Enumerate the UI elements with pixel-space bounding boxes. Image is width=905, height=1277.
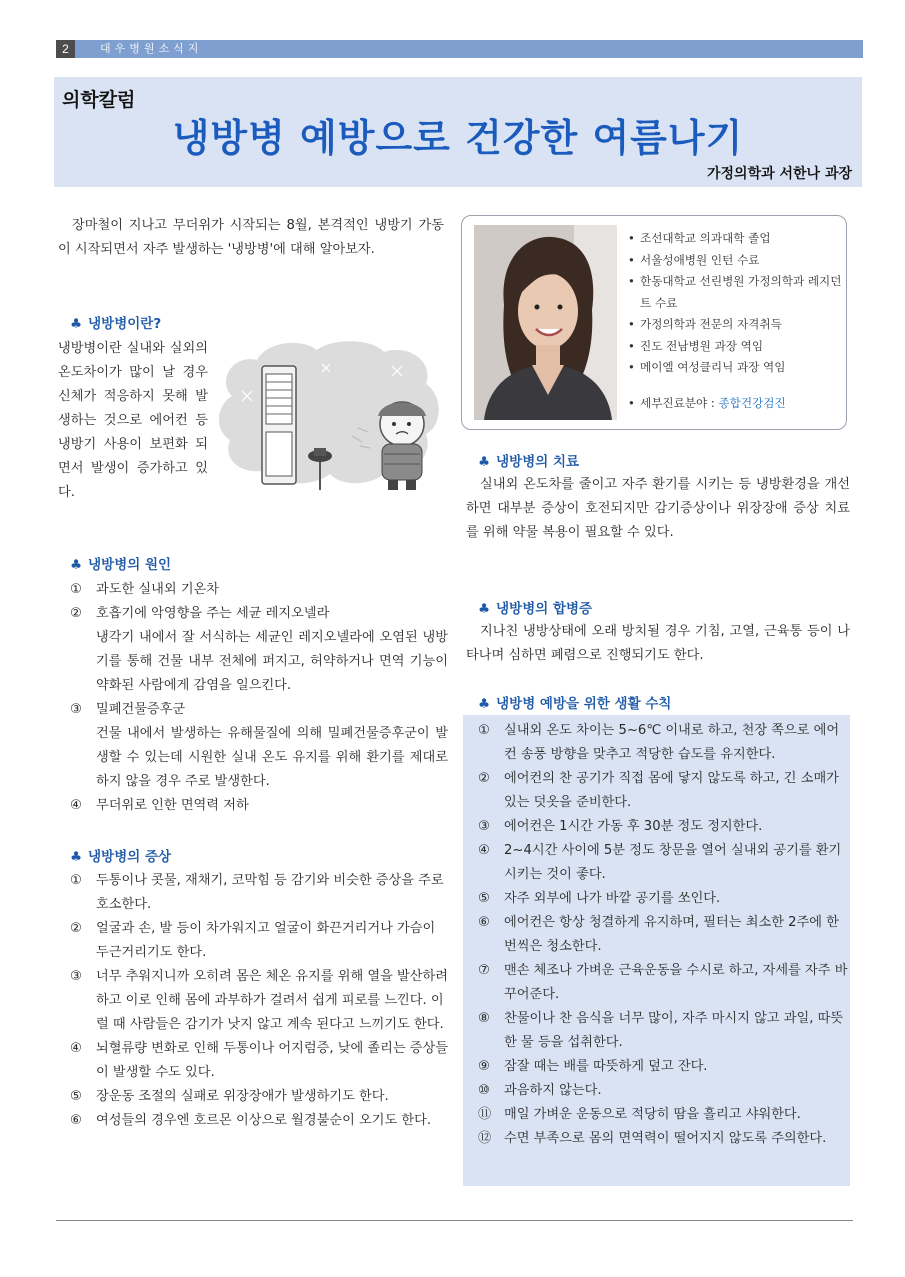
- list-item: ⑨ 잠잘 때는 배를 따뜻하게 덮고 잔다.: [478, 1059, 708, 1074]
- section-heading-causes: ♣ 냉방병의 원인: [70, 557, 172, 573]
- header-bar: [56, 40, 863, 58]
- list-item: ③ 밀폐건물증후군 건물 내에서 발생하는 유해물질에 의해 밀폐건물증후군이 발생할 수 있는데 시원한 실내 온도 유지를 위해 환기를 제대로 하지 않을 경우 주로 발생한다.: [70, 702, 448, 789]
- list-item: ④ 뇌혈류량 변화로 인해 두통이나 어지럼증, 낮에 졸리는 증상들이 발생할 수도 있다.: [70, 1041, 449, 1080]
- list-item: ④ 무더위로 인한 면역력 저하: [70, 798, 249, 813]
- credential-item: • 한동대학교 선린병원 가정의학과 레지던트 수료: [628, 271, 843, 314]
- author-photo: [474, 225, 617, 420]
- list-item: ① 과도한 실내외 기온차: [70, 582, 220, 597]
- newsletter-title: 대우병원소식지: [100, 42, 203, 55]
- complications-paragraph: 지나친 냉방상태에 오래 방치될 경우 기침, 고열, 근육통 등이 나타나며 심하면 폐렴으로 진행되기도 한다.: [466, 624, 850, 663]
- definition-paragraph: 냉방병이란 실내와 실외의 온도차이가 많이 날 경우 신체가 적응하지 못해 발생하는 것으로 에어컨 등 냉방기 사용이 보편화 되면서 발생이 증가하고 있다.: [58, 341, 208, 500]
- author-byline: 가정의학과 서한나 과장: [707, 166, 852, 182]
- footer-rule: [56, 1220, 853, 1221]
- section-heading-treatment: ♣ 냉방병의 치료: [478, 454, 580, 470]
- title-box: [54, 77, 862, 187]
- column-category: 의학칼럼: [62, 89, 136, 111]
- credential-item: • 가정의학과 전문의 자격취득: [628, 314, 843, 336]
- causes-list: [70, 578, 448, 818]
- list-item: ② 호흡기에 악영향을 주는 세균 레지오넬라 냉각기 내에서 잘 서식하는 세균인 레지오넬라에 오염된 냉방기를 통해 건물 내부 전체에 퍼지고, 허약하거나 면역 기능이 약화된 사람에게 감염을 일으킨다.: [70, 606, 448, 693]
- list-item: ⑤ 장운동 조절의 실패로 위장장애가 발생하기도 한다.: [70, 1089, 389, 1104]
- club-icon: ♣: [478, 696, 491, 712]
- treatment-paragraph: 실내외 온도차를 줄이고 자주 환기를 시키는 등 냉방환경을 개선하면 대부분 증상이 호전되지만 감기증상이나 위장장애 증상 치료를 위해 약물 복용이 필요할 수 있다.: [466, 477, 850, 540]
- list-item: ② 얼굴과 손, 발 등이 차가워지고 얼굴이 화끈거리거나 가슴이 두근거리기도 한다.: [70, 921, 436, 960]
- list-item: ⑥ 여성들의 경우엔 호르몬 이상으로 월경불순이 오기도 한다.: [70, 1113, 432, 1128]
- section-heading-complications: ♣ 냉방병의 합병증: [478, 601, 593, 617]
- list-item: ⑧ 찬물이나 찬 음식을 너무 많이, 자주 마시지 않고 과일, 따뜻한 물 등을 섭취한다.: [478, 1011, 844, 1050]
- list-item: ④ 2~4시간 사이에 5분 정도 창문을 열어 실내외 공기를 환기시키는 것이 좋다.: [478, 843, 842, 882]
- section-heading-symptoms: ♣ 냉방병의 증상: [70, 849, 172, 865]
- club-icon: ♣: [478, 454, 491, 470]
- credential-item: • 진도 전남병원 과장 역임: [628, 336, 843, 358]
- list-item: ① 두통이나 콧물, 재채기, 코막힘 등 감기와 비슷한 증상을 주로 호소한다.: [70, 873, 444, 912]
- cold-person-illustration: [212, 336, 448, 496]
- list-item: ① 실내외 온도 차이는 5~6℃ 이내로 하고, 천장 쪽으로 에어컨 송풍 방향을 맞추고 적당한 습도를 유지한다.: [478, 723, 840, 762]
- prevention-list: [478, 719, 848, 1151]
- list-item: ⑤ 자주 외부에 나가 바깥 공기를 쏘인다.: [478, 891, 721, 906]
- list-item: ⑪ 매일 가벼운 운동으로 적당히 땀을 흘리고 샤워한다.: [478, 1107, 801, 1122]
- list-item: ⑩ 과음하지 않는다.: [478, 1083, 602, 1098]
- club-icon: ♣: [70, 849, 83, 865]
- list-item: ⑫ 수면 부족으로 몸의 면역력이 떨어지지 않도록 주의한다.: [478, 1131, 827, 1146]
- page-title: 냉방병 예방으로 건강한 여름나기: [172, 116, 744, 160]
- credential-item: • 메이엘 여성클리닉 과장 역임: [628, 357, 843, 379]
- section-heading-prevention: ♣ 냉방병 예방을 위한 생활 수칙: [478, 696, 672, 712]
- section-heading-definition: ♣ 냉방병이란?: [70, 316, 162, 332]
- credential-item: • 서울성애병원 인턴 수료: [628, 250, 843, 272]
- intro-paragraph: 장마철이 지나고 무더위가 시작되는 8월, 본격적인 냉방기 가동이 시작되면서 자주 발생하는 '냉방병'에 대해 알아보자.: [58, 218, 444, 257]
- specialty-field: • 세부진료분야 : 종합건강검진: [628, 393, 843, 415]
- list-item: ③ 너무 추워지니까 오히려 몸은 체온 유지를 위해 열을 발산하려 하고 이로 인해 몸에 과부하가 걸려서 쉽게 피로를 느낀다. 이럴 때 사람들은 감기가 낫지 않고 계속 된다고 느끼기도 한다.: [70, 969, 449, 1032]
- club-icon: ♣: [70, 316, 83, 332]
- author-credentials: [628, 228, 843, 414]
- specialty-value: 종합건강검진: [718, 395, 786, 410]
- page-number: 2: [56, 40, 75, 58]
- club-icon: ♣: [478, 601, 491, 617]
- list-item: ⑥ 에어컨은 항상 청결하게 유지하며, 필터는 최소한 2주에 한 번씩은 청소한다.: [478, 915, 839, 954]
- credential-item: • 조선대학교 의과대학 졸업: [628, 228, 843, 250]
- author-profile-card: [461, 215, 847, 430]
- list-item: ③ 에어컨은 1시간 가동 후 30분 정도 정지한다.: [478, 819, 763, 834]
- list-item: ② 에어컨의 찬 공기가 직접 몸에 닿지 않도록 하고, 긴 소매가 있는 덧옷을 준비한다.: [478, 771, 839, 810]
- list-item: ⑦ 맨손 체조나 가벼운 근육운동을 수시로 하고, 자세를 자주 바꾸어준다.: [478, 963, 848, 1002]
- club-icon: ♣: [70, 557, 83, 573]
- symptoms-list: [70, 869, 448, 1133]
